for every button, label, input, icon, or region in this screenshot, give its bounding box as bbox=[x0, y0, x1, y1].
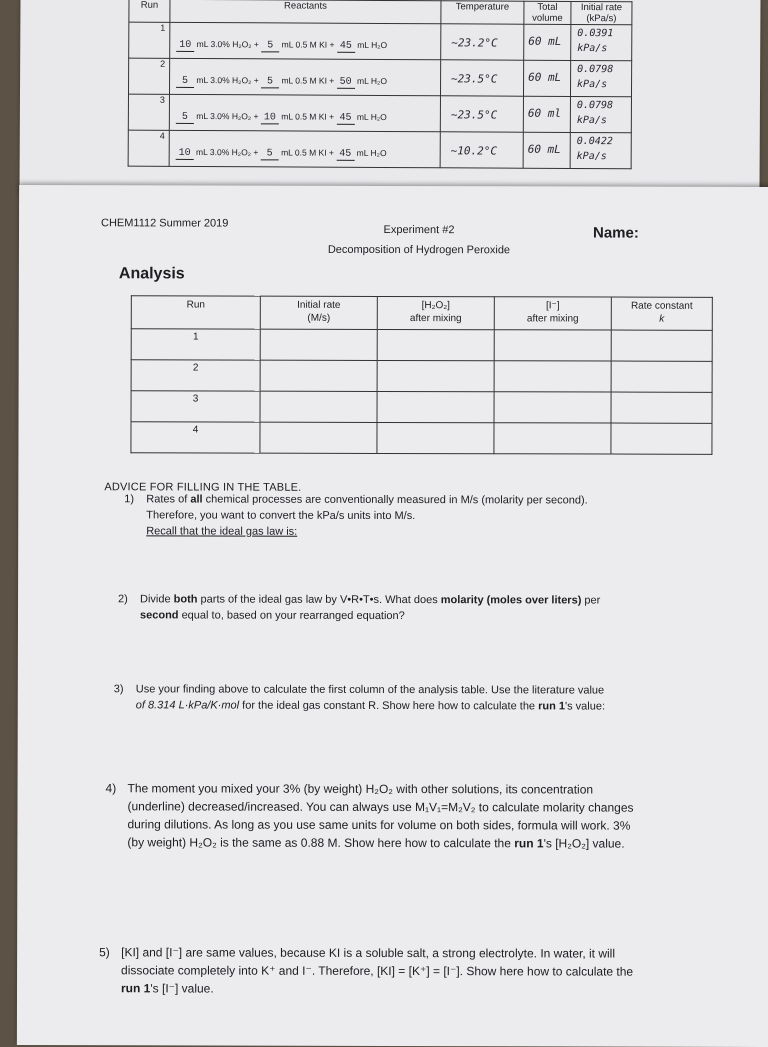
reactants-text: 5 mL 3.0% H₂O₂ + 5 mL 0.5 M KI + 50 mL H₂O bbox=[176, 75, 387, 89]
rate-value: 0.0391 bbox=[577, 27, 614, 40]
analysis-header-run: Run bbox=[131, 296, 260, 329]
course-label: CHEM1112 Summer 2019 bbox=[101, 217, 229, 230]
h2o-volume: 45 bbox=[336, 149, 354, 161]
data-sheet bbox=[19, 0, 760, 196]
analysis-header-iodide: [I⁻] after mixing bbox=[494, 297, 611, 330]
table-row bbox=[128, 58, 631, 97]
iodide-cell[interactable] bbox=[494, 330, 611, 361]
analysis-run-number: 3 bbox=[131, 391, 260, 422]
question-2: 2) Divide both parts of the ideal gas law by V•R•T•s. What does molarity (moles over liters) per second equal to, based on your rearranged equation? bbox=[118, 593, 601, 623]
header-total-volume: Total volume bbox=[524, 1, 571, 24]
initial-rate-cell[interactable] bbox=[260, 360, 377, 391]
analysis-run-number: 1 bbox=[131, 329, 260, 360]
header-initial-rate: Initial rate (kPa/s) bbox=[571, 1, 632, 24]
h2o2-volume: 10 bbox=[176, 148, 194, 160]
temperature-value: ~23.5°C bbox=[451, 72, 498, 86]
temperature-value: ~23.5°C bbox=[450, 108, 498, 122]
experiment-heading bbox=[319, 220, 519, 261]
initial-rate-cell[interactable] bbox=[260, 391, 377, 422]
advice-title: ADVICE FOR FILLING IN THE TABLE. bbox=[104, 481, 302, 494]
run-number: 1 bbox=[160, 22, 166, 33]
analysis-title: Analysis bbox=[118, 265, 185, 283]
reactants-text: 10 mL 3.0% H₂O₂ + 5 mL 0.5 M KI + 45 mL H₂O bbox=[176, 147, 387, 161]
analysis-header-h2o2: [H₂O₂] after mixing bbox=[377, 296, 494, 329]
rate-value: 0.0798 bbox=[577, 63, 614, 76]
temperature-value: ~10.2°C bbox=[450, 144, 498, 158]
volume-value: 60 mL bbox=[528, 34, 562, 48]
question-1: 1) Rates of all chemical processes are conventionally measured in M/s (molarity per second). Therefore, you want to convert the kPa/s units into M/s. Recall that the ideal gas law is: bbox=[124, 493, 588, 538]
h2o2-volume: 10 bbox=[176, 40, 194, 52]
k-cell[interactable] bbox=[611, 330, 712, 361]
header-run: Run bbox=[129, 0, 170, 22]
header-temperature: Temperature bbox=[441, 1, 524, 24]
run-number: 3 bbox=[159, 94, 165, 105]
rate-unit: kPa/s bbox=[576, 114, 608, 127]
h2o2-cell[interactable] bbox=[377, 391, 494, 422]
reactants-text: 5 mL 3.0% H₂O₂ + 10 mL 0.5 M KI + 45 mL H₂O bbox=[176, 111, 387, 125]
volume-value: 60 mL bbox=[528, 70, 562, 84]
iodide-cell[interactable] bbox=[494, 392, 611, 423]
question-3: 3) Use your finding above to calculate the first column of the analysis table. Use the literature value of 8.314 L·kPa/K·mol for the ideal gas constant R. Show here how to calculate the run 1's value: bbox=[113, 683, 606, 713]
analysis-header-k: Rate constant k bbox=[611, 297, 712, 330]
iodide-cell[interactable] bbox=[494, 423, 611, 454]
table-row bbox=[128, 130, 631, 169]
rate-value: 0.0798 bbox=[576, 99, 614, 112]
table-row bbox=[131, 391, 712, 424]
rate-unit: kPa/s bbox=[577, 42, 608, 55]
table-row bbox=[128, 94, 631, 133]
k-cell[interactable] bbox=[611, 423, 712, 454]
rate-unit: kPa/s bbox=[577, 78, 608, 91]
analysis-run-number: 2 bbox=[131, 360, 260, 391]
run-number: 2 bbox=[160, 58, 166, 69]
analysis-table bbox=[130, 295, 712, 455]
h2o2-cell[interactable] bbox=[377, 422, 494, 453]
data-table bbox=[128, 0, 633, 169]
rate-value: 0.0422 bbox=[576, 135, 613, 148]
table-row bbox=[131, 360, 712, 393]
question-4: 4) The moment you mixed your 3% (by weight) H₂O₂ with other solutions, its concentration (underline) decreased/increased. You can always use M₁V₁=M₂V₂ to calculate molarity changes during dilutions. As long as you use same units for volume on both sides, formula will work. 3% (by weight) H₂O₂ is the same as 0.88 M. Show here how to calculate the run 1's [H₂O₂] value. bbox=[105, 781, 634, 851]
h2o2-cell[interactable] bbox=[377, 360, 494, 391]
reactants-text: 10 mL 3.0% H₂O₂ + 5 mL 0.5 M KI + 45 mL H₂O bbox=[176, 39, 387, 53]
ki-volume: 5 bbox=[261, 76, 279, 88]
temperature-value: ~23.2°C bbox=[451, 36, 498, 50]
table-row bbox=[131, 329, 712, 362]
h2o2-volume: 5 bbox=[176, 76, 194, 88]
volume-value: 60 mL bbox=[527, 142, 561, 156]
worksheet-page bbox=[17, 185, 768, 1047]
experiment-number: Experiment #2 bbox=[383, 223, 455, 237]
ki-volume: 5 bbox=[261, 40, 279, 52]
table-row bbox=[129, 22, 632, 61]
rate-unit: kPa/s bbox=[576, 150, 607, 163]
question-5: 5) [KI] and [I⁻] are same values, because KI is a soluble salt, a strong electrolyte. In water, it will dissociate completely into K⁺ and I⁻. Therefore, [KI] = [K⁺] = [I⁻]. Show here how to calculate the run 1's [I⁻] value. bbox=[99, 945, 634, 996]
ki-volume: 10 bbox=[261, 112, 279, 124]
h2o2-volume: 5 bbox=[176, 112, 194, 124]
analysis-run-number: 4 bbox=[131, 422, 260, 453]
h2o-volume: 50 bbox=[337, 77, 355, 89]
iodide-cell[interactable] bbox=[494, 361, 611, 392]
name-label: Name: bbox=[592, 224, 639, 242]
k-cell[interactable] bbox=[611, 361, 712, 392]
table-row bbox=[131, 422, 712, 455]
initial-rate-cell[interactable] bbox=[260, 329, 377, 360]
experiment-title: Decomposition of Hydrogen Peroxide bbox=[327, 243, 511, 257]
run-number: 4 bbox=[159, 130, 165, 141]
h2o-volume: 45 bbox=[336, 113, 354, 125]
initial-rate-cell[interactable] bbox=[260, 422, 377, 453]
h2o-volume: 45 bbox=[337, 41, 355, 53]
ki-volume: 5 bbox=[261, 148, 279, 160]
analysis-header-rate: Initial rate (M/s) bbox=[260, 296, 377, 329]
header-reactants: Reactants bbox=[170, 0, 441, 24]
h2o2-cell[interactable] bbox=[377, 329, 494, 360]
volume-value: 60 ml bbox=[527, 106, 562, 120]
k-cell[interactable] bbox=[611, 392, 712, 423]
